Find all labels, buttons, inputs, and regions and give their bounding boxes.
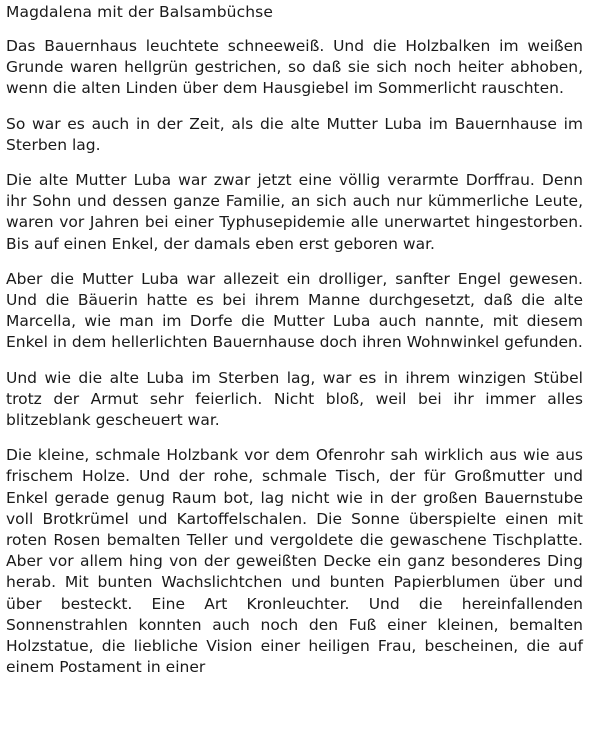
paragraph-4: Aber die Mutter Luba war allezeit ein drolliger, sanfter Engel gewesen. Und die Bäuerin hatte es bei ihrem Manne durchgesetzt, daß die alte Marcella, wie man im Dorfe die Mutter Luba auch nannte, mit diesem Enkel in dem hellerlichten Bauernhause doch ihren Wohnwinkel gefunden. xyxy=(6,269,583,352)
paragraph-2: So war es auch in der Zeit, als die alte Mutter Luba im Bauernhause im Sterben lag. xyxy=(6,114,583,154)
paragraph-6: Die kleine, schmale Holzbank vor dem Ofenrohr sah wirklich aus wie aus frischem Holze. Und der rohe, schmale Tisch, der für Großmutter und Enkel gerade genug Raum bot, lag nicht wie in der großen Bauernstube voll Brotkrümel und Kartoffelschalen. Die Sonne überspielte einen mit roten Rosen bemalten Teller und vergoldete die gewaschene Tischplatte. Aber vor allem hing von der geweißten Decke ein ganz besonderes Ding herab. Mit bunten Wachslichtchen und bunten Papierblumen über und über besteckt. Eine Art Kronleuchter. Und die hereinfallenden Sonnenstrahlen konnten auch noch den Fuß einer kleinen, bemalten Holzstatue, die liebliche Vision einer heiligen Frau, bescheinen, die auf einem Postament in einer xyxy=(6,446,583,677)
document-title: Magdalena mit der Balsambüchse xyxy=(6,3,273,21)
paragraph-5: Und wie die alte Luba im Sterben lag, war es in ihrem winzigen Stübel trotz der Armut sehr feierlich. Nicht bloß, weil bei ihr immer alles blitzeblank gescheuert war. xyxy=(6,368,583,430)
paragraph-3: Die alte Mutter Luba war zwar jetzt eine völlig verarmte Dorffrau. Denn ihr Sohn und dessen ganze Familie, an sich auch nur kümmerliche Leute, waren vor Jahren bei einer Typhusepidemie alle unerwartet hingestorben. Bis auf einen Enkel, der damals eben erst geboren war. xyxy=(6,171,583,253)
paragraph-1: Das Bauernhaus leuchtete schneeweiß. Und die Holzbalken im weißen Grunde waren hellgrün gestrichen, so daß sie sich noch heiter abhoben, wenn die alten Linden über dem Hausgiebel im Sommerlicht rauschten. xyxy=(6,37,583,98)
document-page xyxy=(6,0,583,678)
